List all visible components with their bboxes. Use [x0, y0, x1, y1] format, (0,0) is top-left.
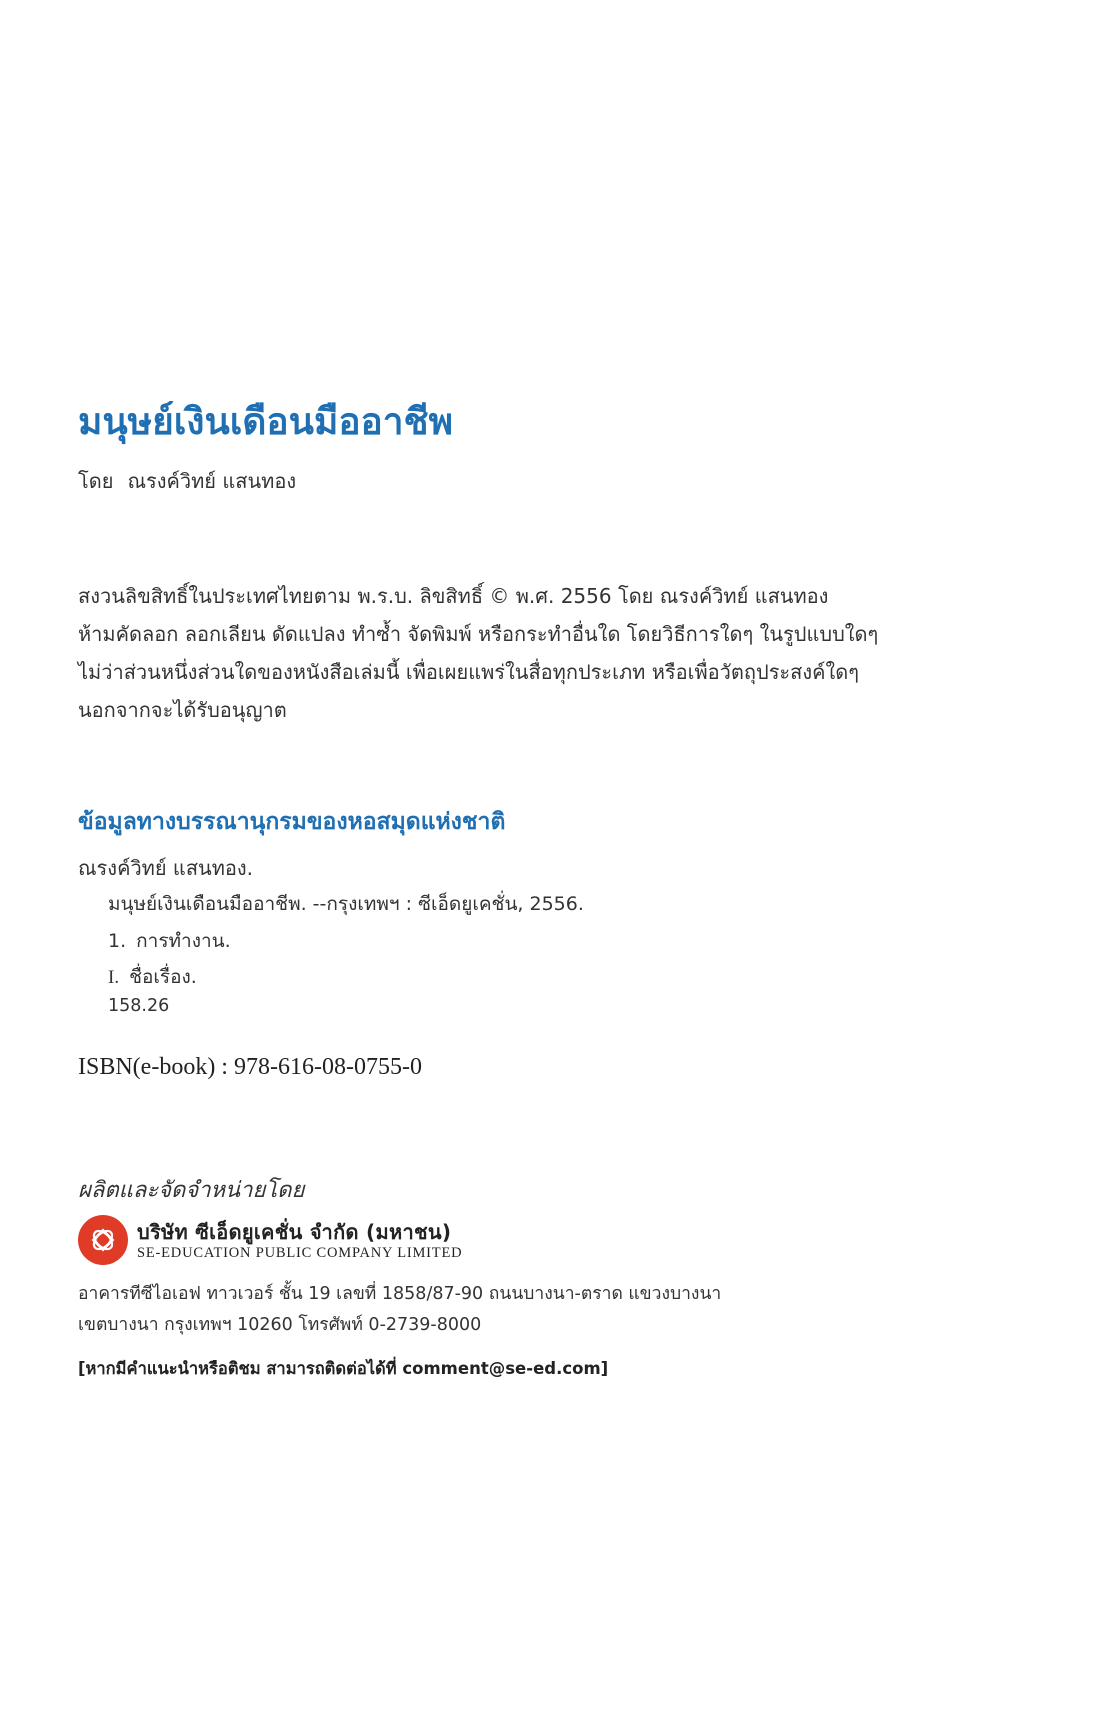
catalog-title-entry [108, 962, 197, 992]
by-label: โดย [78, 469, 114, 493]
catalog-heading: ข้อมูลทางบรรณานุกรมของหอสมุดแห่งชาติ [78, 809, 506, 835]
catalog-title-line: มนุษย์เงินเดือนมืออาชีพ. --กรุงเทพฯ : ซีเอ็ดยูเคชั่น, 2556. [108, 893, 584, 915]
publisher-name-english: SE-EDUCATION PUBLIC COMPANY LIMITED [137, 1245, 463, 1261]
copyright-line: ห้ามคัดลอก ลอกเลียน ดัดแปลง ทำซ้ำ จัดพิมพ์ หรือกระทำอื่นใด โดยวิธีการใดๆ ในรูปแบบใดๆ [78, 622, 879, 646]
address-line: เขตบางนา กรุงเทพฯ 10260 โทรศัพท์ 0-2739-8000 [78, 1315, 482, 1335]
title-entry-text: ชื่อเรื่อง. [129, 966, 197, 988]
byline [78, 465, 296, 497]
copyright-line: นอกจากจะได้รับอนุญาต [78, 698, 287, 722]
produced-by-label: ผลิตและจัดจำหน่ายโดย [78, 1178, 305, 1203]
title-entry-number: I. [108, 967, 120, 988]
catalog-author: ณรงค์วิทย์ แสนทอง. [78, 856, 254, 880]
address-line: อาคารทีซีไอเอฟ ทาวเวอร์ ชั้น 19 เลขที่ 1858/87-90 ถนนบางนา-ตราด แขวงบางนา [78, 1284, 722, 1304]
author-name: ณรงค์วิทย์ แสนทอง [127, 469, 297, 493]
isbn: ISBN(e-book) : 978-616-08-0755-0 [78, 1054, 422, 1080]
subject-text: การทำงาน. [136, 930, 231, 952]
publisher-address [78, 1279, 721, 1341]
book-title: มนุษย์เงินเดือนมืออาชีพ [78, 400, 454, 443]
catalog-subject [108, 926, 231, 956]
copyright-notice [78, 577, 878, 729]
publisher-name-thai: บริษัท ซีเอ็ดยูเคชั่น จำกัด (มหาชน) [137, 1220, 452, 1244]
classification-number: 158.26 [108, 996, 170, 1016]
copyright-line: สงวนลิขสิทธิ์ในประเทศไทยตาม พ.ร.บ. ลิขสิทธิ์ © พ.ศ. 2556 โดย ณรงค์วิทย์ แสนทอง [78, 584, 829, 608]
copyright-line: ไม่ว่าส่วนหนึ่งส่วนใดของหนังสือเล่มนี้ เพื่อเผยแพร่ในสื่อทุกประเภท หรือเพื่อวัตถุประสงค์ใดๆ [78, 660, 860, 684]
subject-number: 1. [108, 930, 127, 952]
publisher-logo-icon [78, 1215, 128, 1265]
contact-note: [หากมีคำแนะนำหรือติชม สามารถติดต่อได้ที่ comment@se-ed.com] [78, 1359, 609, 1378]
